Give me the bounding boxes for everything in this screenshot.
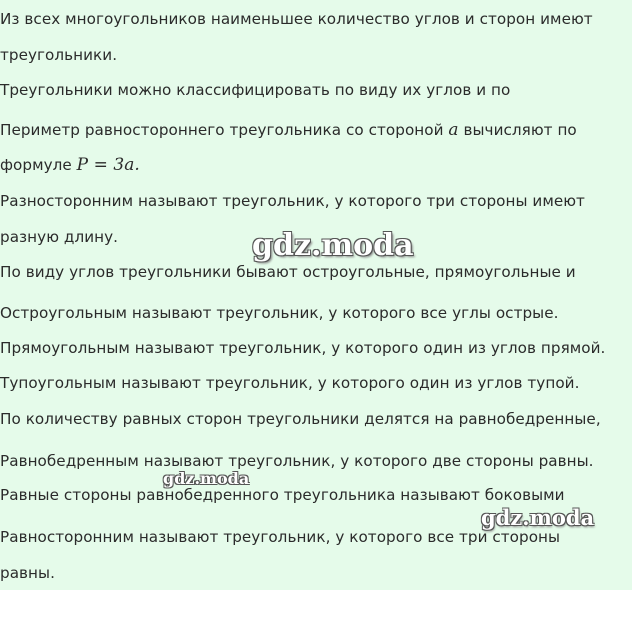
watermark-logo: gdz.moda xyxy=(252,228,414,263)
formula-label: формуле xyxy=(0,156,72,174)
text-line: По количеству равных сторон треугольники делятся на равнобедренные, xyxy=(0,410,601,428)
text-line: Прямоугольным называют треугольник, у которого один из углов прямой. xyxy=(0,339,606,357)
text-line: равны. xyxy=(0,564,55,582)
text-line: Равнобедренным называют треугольник, у которого две стороны равны. xyxy=(0,452,594,470)
watermark-logo: gdz.moda xyxy=(481,505,595,530)
text-line: треугольники. xyxy=(0,46,118,64)
text-line: По виду углов треугольники бывают остроугольные, прямоугольные и xyxy=(0,263,576,281)
perimeter-text-end: вычисляют по xyxy=(463,121,577,139)
text-line: Равносторонним называют треугольник, у которого все три стороны xyxy=(0,528,561,546)
math-side-variable: a xyxy=(448,120,459,140)
text-line-perimeter xyxy=(0,120,577,140)
text-line: Остроугольным называют треугольник, у которого все углы острые. xyxy=(0,304,559,322)
perimeter-text: Периметр равностороннего треугольника со стороной xyxy=(0,121,444,139)
text-line-formula xyxy=(0,155,140,175)
watermark-logo: gdz.moda xyxy=(163,469,250,488)
text-line: Тупоугольным называют треугольник, у которого один из углов тупой. xyxy=(0,374,580,392)
text-line: Треугольники можно классифицировать по виду их углов и по xyxy=(0,81,511,99)
text-line: Из всех многоугольников наименьшее количество углов и сторон имеют xyxy=(0,10,593,28)
text-line: разную длину. xyxy=(0,228,119,246)
math-formula: P = 3a. xyxy=(76,155,140,175)
text-line: Разносторонним называют треугольник, у которого три стороны имеют xyxy=(0,192,585,210)
text-line: Равные стороны равнобедренного треугольника называют боковыми xyxy=(0,486,565,504)
